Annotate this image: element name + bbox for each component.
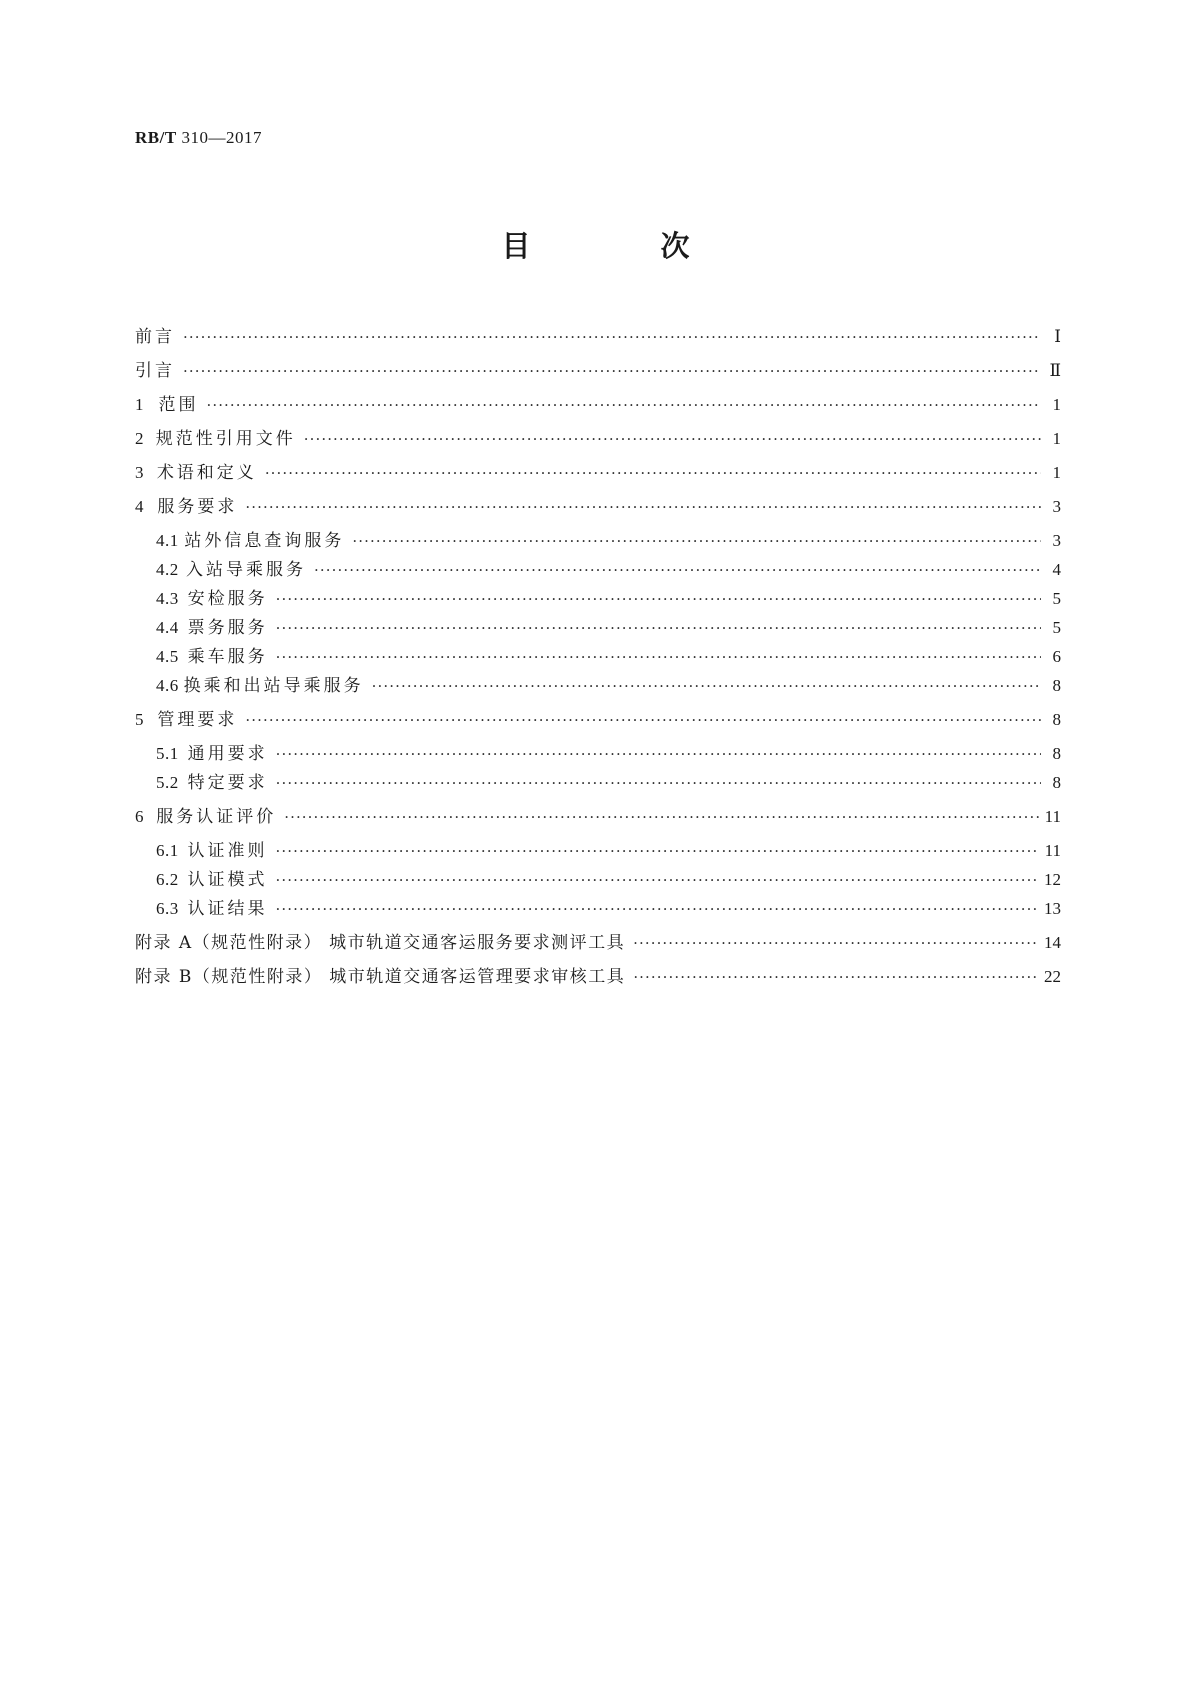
toc-entry-label: 通用要求: [187, 744, 268, 764]
toc-entry-page: 5: [1052, 589, 1061, 608]
toc-entry-label: 附录 A（规范性附录） 城市轨道交通客运服务要求测评工具: [135, 933, 626, 953]
toc-dot-leader: [275, 896, 1038, 922]
toc-entry-number: 6.1: [156, 841, 179, 860]
toc-dot-leader: [183, 324, 1041, 350]
toc-dot-leader: [304, 426, 1041, 452]
toc-entry-page: 13: [1044, 899, 1061, 918]
toc-entry-label: 特定要求: [187, 773, 268, 793]
document-code: [135, 128, 262, 148]
toc-entry-number: 1: [135, 395, 144, 414]
toc-dot-leader: [276, 644, 1041, 670]
toc-entry-number: 2: [135, 429, 144, 448]
toc-entry-label: 服务认证评价: [156, 807, 277, 827]
toc-entry-label: 服务要求: [157, 497, 238, 517]
toc-entry-label: 范围: [158, 395, 199, 415]
toc-entry-annex-a[interactable]: [135, 930, 1061, 956]
page-title: 目 次: [501, 229, 750, 263]
document-code-number: 310—2017: [181, 128, 262, 147]
toc-entry-label: 规范性引用文件: [155, 429, 296, 449]
toc-entry-6-3[interactable]: [156, 896, 1061, 922]
toc-entry-page: 1: [1052, 395, 1061, 414]
toc-entry-number: 4.3: [156, 589, 179, 608]
toc-entry-label: 乘车服务: [187, 647, 268, 667]
toc-dot-leader: [633, 964, 1038, 990]
toc-dot-leader: [245, 494, 1041, 520]
toc-entry-1[interactable]: [135, 392, 1061, 418]
toc-entry-number: 5.1: [156, 744, 179, 763]
toc-entry-label: 认证模式: [187, 870, 268, 890]
toc-entry-page: Ⅰ: [1054, 327, 1061, 346]
toc-entry-4-1[interactable]: [156, 528, 1061, 554]
toc-entry-number: 3: [135, 463, 144, 482]
toc-entry-label: 前言: [135, 327, 175, 347]
toc-dot-leader: [276, 615, 1041, 641]
toc-dot-leader: [276, 838, 1039, 864]
toc-entry-page: Ⅱ: [1049, 361, 1061, 380]
toc-entry-number: 4: [135, 497, 144, 516]
toc-entry-page: 6: [1052, 647, 1061, 666]
toc-entry-page: 5: [1052, 618, 1061, 637]
toc-dot-leader: [284, 804, 1038, 830]
toc-entry-4-5[interactable]: [156, 644, 1061, 670]
toc-entry-4-2[interactable]: [156, 557, 1061, 583]
toc-entry-label: 术语和定义: [156, 463, 257, 483]
toc-entry-label: 管理要求: [157, 710, 238, 730]
toc-dot-leader: [265, 460, 1041, 486]
toc-dot-leader: [276, 741, 1041, 767]
toc-entry-3[interactable]: [135, 460, 1061, 486]
toc-entry-page: 8: [1052, 744, 1061, 763]
toc-entry-page: 11: [1044, 841, 1061, 860]
toc-dot-leader: [245, 707, 1041, 733]
toc-entry-number: 4.4: [156, 618, 179, 637]
toc-entry-page: 4: [1052, 560, 1061, 579]
toc-entry-4-4[interactable]: [156, 615, 1061, 641]
toc-entry-page: 22: [1044, 967, 1061, 986]
toc-entry-number: 6: [135, 807, 144, 826]
toc-dot-leader: [206, 392, 1041, 418]
toc-dot-leader: [183, 358, 1041, 384]
toc-entry-4-6[interactable]: [156, 673, 1061, 699]
toc-entry-label: 入站导乘服务: [186, 560, 307, 580]
toc-entry-label: 站外信息查询服务: [184, 531, 345, 551]
toc-entry-label: 认证准则: [187, 841, 268, 861]
toc-entry-label: 换乘和出站导乘服务: [183, 676, 364, 696]
toc-entry-page: 8: [1052, 676, 1061, 695]
toc-entry-5[interactable]: [135, 707, 1061, 733]
toc-entry-6-2[interactable]: [156, 867, 1061, 893]
toc-dot-leader: [276, 770, 1041, 796]
toc-entry-5-1[interactable]: [156, 741, 1061, 767]
toc-entry-number: 4.5: [156, 647, 179, 666]
toc-entry-4-3[interactable]: [156, 586, 1061, 612]
toc-entry-page: 1: [1052, 429, 1061, 448]
toc-entry-number: 4.2: [156, 560, 179, 579]
toc-entry-number: 6.3: [156, 899, 179, 918]
toc-entry-foreword[interactable]: [135, 324, 1061, 350]
toc-entry-page: 3: [1052, 497, 1061, 516]
toc-dot-leader: [275, 867, 1038, 893]
toc-entry-number: 5: [135, 710, 144, 729]
toc-entry-page: 1: [1052, 463, 1061, 482]
toc-entry-5-2[interactable]: [156, 770, 1061, 796]
toc-entry-page: 8: [1052, 773, 1061, 792]
toc-entry-label: 附录 B（规范性附录） 城市轨道交通客运管理要求审核工具: [135, 967, 626, 987]
toc-entry-label: 票务服务: [187, 618, 268, 638]
toc-dot-leader: [276, 586, 1041, 612]
toc-entry-6[interactable]: [135, 804, 1061, 830]
toc-entry-page: 8: [1052, 710, 1061, 729]
toc-entry-page: 12: [1044, 870, 1061, 889]
toc-entry-page: 3: [1052, 531, 1061, 550]
document-code-prefix: RB/T: [135, 128, 177, 147]
toc-dot-leader: [314, 557, 1041, 583]
toc-entry-annex-b[interactable]: [135, 964, 1061, 990]
toc-dot-leader: [352, 528, 1041, 554]
toc-dot-leader: [372, 673, 1041, 699]
toc-entry-introduction[interactable]: [135, 358, 1061, 384]
toc-entry-6-1[interactable]: [156, 838, 1061, 864]
toc-entry-label: 认证结果: [187, 899, 268, 919]
toc-entry-label: 引言: [135, 361, 175, 381]
toc-entry-number: 5.2: [156, 773, 179, 792]
toc-entry-page: 14: [1044, 933, 1061, 952]
toc-dot-leader: [633, 930, 1038, 956]
toc-entry-number: 6.2: [156, 870, 179, 889]
toc-entry-4[interactable]: [135, 494, 1061, 520]
toc-entry-number: 4.6: [156, 676, 179, 695]
toc-entry-2[interactable]: [135, 426, 1061, 452]
toc-entry-number: 4.1: [156, 531, 179, 550]
toc-entry-page: 11: [1044, 807, 1061, 826]
toc-entry-label: 安检服务: [187, 589, 268, 609]
